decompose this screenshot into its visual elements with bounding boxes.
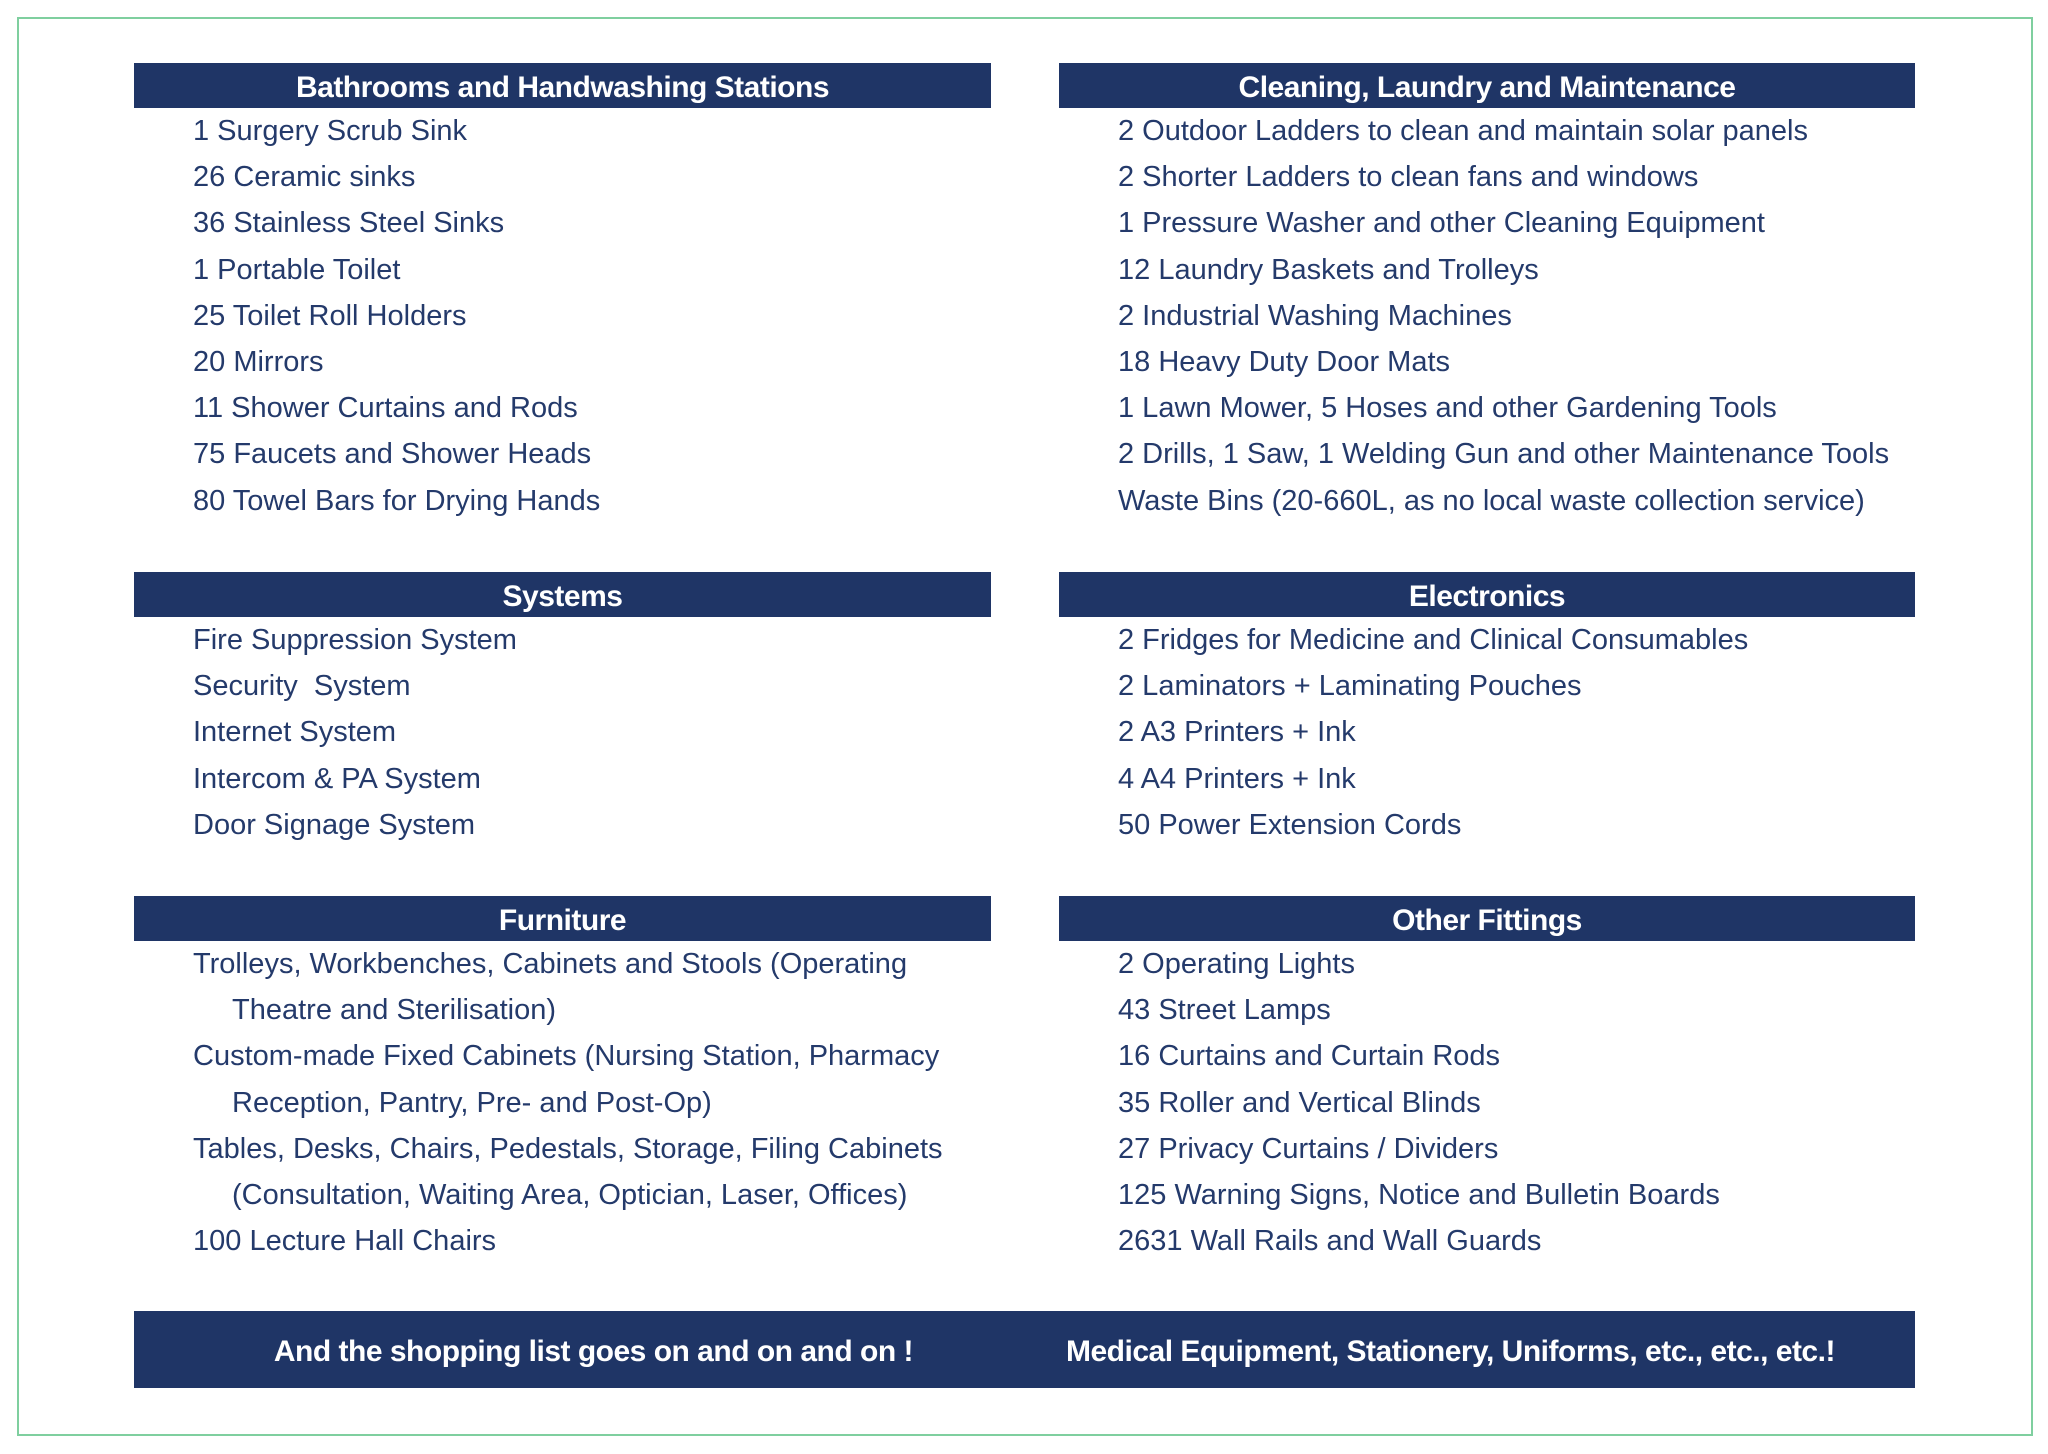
section-title: Furniture bbox=[134, 896, 991, 941]
section-bathrooms bbox=[134, 63, 991, 524]
list-item: Fire Suppression System bbox=[193, 624, 517, 656]
list-item: 2 Fridges for Medicine and Clinical Consumables bbox=[1118, 624, 1749, 656]
item-list bbox=[134, 617, 991, 848]
list-item: 16 Curtains and Curtain Rods bbox=[1118, 1040, 1501, 1073]
banner-right-text: Medical Equipment, Stationery, Uniforms, etc., etc., etc.! bbox=[1066, 1335, 1835, 1368]
section-cleaning bbox=[1059, 63, 1915, 524]
section-title: Electronics bbox=[1059, 572, 1915, 617]
list-item: Waste Bins (20-660L, as no local waste collection service) bbox=[1118, 484, 1865, 517]
list-item: 27 Privacy Curtains / Dividers bbox=[1118, 1132, 1499, 1165]
list-item: 2 Operating Lights bbox=[1118, 948, 1355, 980]
list-item: Security System bbox=[193, 670, 411, 703]
list-item: 1 Portable Toilet bbox=[193, 253, 401, 286]
list-item: 1 Pressure Washer and other Cleaning Equipment bbox=[1118, 207, 1765, 240]
list-item: 26 Ceramic sinks bbox=[193, 161, 416, 194]
list-item: 43 Street Lamps bbox=[1118, 994, 1331, 1027]
list-item: 18 Heavy Duty Door Mats bbox=[1118, 346, 1451, 379]
section-title: Cleaning, Laundry and Maintenance bbox=[1059, 63, 1915, 108]
list-item: Custom-made Fixed Cabinets (Nursing Station, Pharmacy Reception, Pantry, Pre- and Post-Op) bbox=[193, 1040, 940, 1119]
list-item: 2 Industrial Washing Machines bbox=[1118, 299, 1512, 332]
list-item: Intercom & PA System bbox=[193, 762, 481, 795]
list-item: 1 Lawn Mower, 5 Hoses and other Gardening Tools bbox=[1118, 392, 1777, 425]
section-title: Bathrooms and Handwashing Stations bbox=[134, 63, 991, 108]
list-item: Internet System bbox=[193, 716, 397, 749]
section-systems bbox=[134, 572, 991, 848]
section-electronics bbox=[1059, 572, 1915, 848]
list-item: 25 Toilet Roll Holders bbox=[193, 299, 467, 332]
section-title: Systems bbox=[134, 572, 991, 617]
list-item: Door Signage System bbox=[193, 808, 476, 841]
footer-banner bbox=[134, 1311, 1915, 1388]
list-item: 2 Laminators + Laminating Pouches bbox=[1118, 670, 1582, 703]
list-item: Tables, Desks, Chairs, Pedestals, Storage, Filing Cabinets (Consultation, Waiting Area, Optician, Laser, Offices) bbox=[193, 1132, 943, 1212]
list-item: 11 Shower Curtains and Rods bbox=[193, 392, 578, 425]
banner-left-text: And the shopping list goes on and on and on ! bbox=[273, 1335, 913, 1368]
item-list bbox=[134, 941, 991, 1264]
list-item: 1 Surgery Scrub Sink bbox=[193, 115, 468, 147]
list-item: 50 Power Extension Cords bbox=[1118, 808, 1462, 841]
list-item: 12 Laundry Baskets and Trolleys bbox=[1118, 253, 1539, 286]
item-list bbox=[1059, 941, 1915, 1264]
list-item: 35 Roller and Vertical Blinds bbox=[1118, 1086, 1481, 1119]
list-item: 75 Faucets and Shower Heads bbox=[193, 438, 592, 471]
list-item: 2631 Wall Rails and Wall Guards bbox=[1118, 1225, 1542, 1258]
list-item: 2 Drills, 1 Saw, 1 Welding Gun and other Maintenance Tools bbox=[1118, 438, 1890, 471]
item-list bbox=[1059, 617, 1915, 848]
list-item: Trolleys, Workbenches, Cabinets and Stools (Operating Theatre and Sterilisation) bbox=[193, 948, 908, 1027]
list-item: 125 Warning Signs, Notice and Bulletin Boards bbox=[1118, 1179, 1720, 1212]
list-item: 100 Lecture Hall Chairs bbox=[193, 1225, 497, 1258]
item-list bbox=[134, 108, 991, 524]
list-item: 2 Outdoor Ladders to clean and maintain solar panels bbox=[1118, 115, 1808, 147]
list-item: 2 A3 Printers + Ink bbox=[1118, 716, 1356, 749]
section-other-fittings bbox=[1059, 896, 1915, 1264]
section-furniture bbox=[134, 896, 991, 1264]
list-item: 20 Mirrors bbox=[193, 346, 324, 379]
list-item: 4 A4 Printers + Ink bbox=[1118, 762, 1356, 795]
item-list bbox=[1059, 108, 1915, 524]
list-item: 80 Towel Bars for Drying Hands bbox=[193, 484, 601, 517]
list-item: 36 Stainless Steel Sinks bbox=[193, 207, 505, 240]
list-item: 2 Shorter Ladders to clean fans and windows bbox=[1118, 161, 1699, 194]
section-title: Other Fittings bbox=[1059, 896, 1915, 941]
